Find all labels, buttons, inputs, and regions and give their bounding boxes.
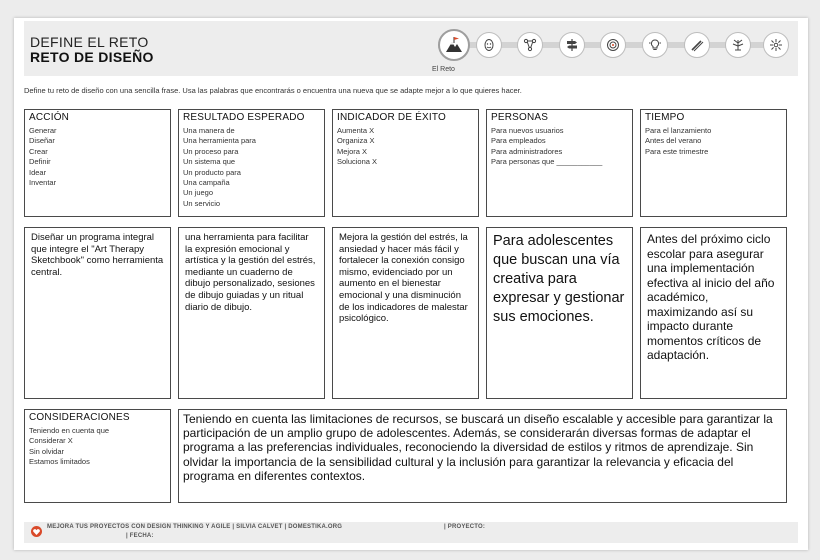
list-item: Definir: [29, 157, 51, 167]
active-step-label: El Reto: [432, 66, 455, 73]
target-icon: [606, 38, 620, 52]
worksheet: [14, 18, 808, 550]
list-item: Un juego: [183, 188, 214, 198]
consideraciones-answer[interactable]: Teniendo en cuenta las limitaciones de recursos, se buscará un diseño escalable y accesible para garantizar la participación de un amplio grupo de adolescentes. Además, se considerarán diversas formas de adaptar el programa a las preferencias individuales, reconociendo la diversidad de estilos y ritmos de aprendizaje. Sin olvidar la importancia de la sensibilidad cultural y la inclusión para garantizar la relevancia y eficacia del programa en diferentes contextos.: [178, 409, 787, 503]
step-prototype[interactable]: [684, 32, 710, 58]
personas-wordbank: [486, 109, 633, 217]
list-item: Inventar: [29, 178, 57, 188]
list-item: Un producto para: [183, 167, 241, 177]
list-item: Una campaña: [183, 178, 230, 188]
process-stepper: [424, 31, 788, 59]
starburst-icon: [769, 38, 783, 52]
list-item: Un servicio: [183, 198, 221, 208]
tiempo-title: TIEMPO: [645, 112, 685, 123]
list-item: Una herramienta para: [183, 136, 256, 146]
signpost-icon: [565, 38, 579, 52]
list-item: Para este trimestre: [645, 146, 709, 156]
footer-fecha-label: | FECHA:: [126, 533, 154, 539]
list-item: Un sistema que: [183, 157, 236, 167]
accion-wordbank: [24, 109, 171, 217]
list-item: Antes del verano: [645, 136, 702, 146]
list-item: Teniendo en cuenta que: [29, 426, 110, 435]
list-item: Idear: [29, 167, 47, 177]
tiempo-answer[interactable]: Antes del próximo ciclo escolar para asegurar una implementación efectiva al inicio del año académico, maximizando así su impacto durante momentos críticos de adaptación.: [640, 227, 787, 399]
domestika-logo-icon: [31, 526, 42, 537]
lightbulb-icon: [648, 38, 662, 52]
pencils-icon: [690, 38, 704, 52]
list-item: Generar: [29, 126, 57, 135]
tiempo-wordbank: [640, 109, 787, 217]
list-item: Mejora X: [337, 146, 368, 156]
list-item: Una manera de: [183, 126, 235, 135]
resultado-answer[interactable]: una herramienta para facilitar la expresión emocional y artística y la gestión del estrés, mediante un cuaderno de dibujo personalizado, sesiones de dibujo guiadas y un ritual diario de dibujo.: [178, 227, 325, 399]
consideraciones-title: CONSIDERACIONES: [29, 412, 130, 423]
header-bar: [24, 21, 798, 76]
mountain-flag-icon: [445, 36, 463, 54]
list-item: Diseñar: [29, 136, 55, 146]
step-el-reto[interactable]: [438, 29, 470, 61]
resultado-title: RESULTADO ESPERADO: [183, 112, 305, 123]
list-item: Para el lanzamiento: [645, 126, 712, 135]
page-title-line1: DEFINE EL RETO: [30, 34, 149, 50]
step-iterate[interactable]: [763, 32, 789, 58]
footer-bar: [24, 522, 798, 543]
user-face-icon: [482, 38, 496, 52]
step-target[interactable]: [600, 32, 626, 58]
personas-title: PERSONAS: [491, 112, 549, 123]
accion-title: ACCIÓN: [29, 112, 70, 123]
list-item: Aumenta X: [337, 126, 375, 135]
accion-answer[interactable]: Diseñar un programa integral que integre el "Art Therapy Sketchbook" como herramienta central.: [24, 227, 171, 399]
list-item: Considerar X: [29, 436, 73, 446]
personas-answer[interactable]: Para adolescentes que buscan una vía creativa para expresar y gestionar sus emociones.: [486, 227, 633, 399]
list-item: Estamos limitados: [29, 457, 90, 467]
list-item: Crear: [29, 146, 48, 156]
step-ideate[interactable]: [642, 32, 668, 58]
instructions: Define tu reto de diseño con una sencilla frase. Usa las palabras que encontrarás o encuentra una nueva que se adapte mejor a lo que quieres hacer.: [24, 86, 522, 95]
list-item: Un proceso para: [183, 146, 239, 156]
list-item: Sin olvidar: [29, 446, 65, 456]
consideraciones-wordbank: [24, 409, 171, 503]
step-test[interactable]: [725, 32, 751, 58]
list-item: Para administradores: [491, 146, 563, 156]
list-item: Para nuevos usuarios: [491, 126, 564, 135]
page-title: RETO DE DISEÑO: [30, 49, 154, 65]
step-direction[interactable]: [559, 32, 585, 58]
resultado-wordbank: [178, 109, 325, 217]
network-icon: [523, 38, 537, 52]
list-item: Para personas que ___________: [491, 157, 603, 167]
indicador-wordbank: [332, 109, 479, 217]
step-define[interactable]: [517, 32, 543, 58]
footer-credits: MEJORA TUS PROYECTOS CON DESIGN THINKING Y AGILE | SILVIA CALVET | DOMESTIKA.ORG: [47, 524, 343, 530]
indicador-answer[interactable]: Mejora la gestión del estrés, la ansiedad y hacer más fácil y fortalecer la conexión consigo mismo, evidenciado por un aumento en el bienestar emocional y una disminución de los indicadores de malestar psicológico.: [332, 227, 479, 399]
tree-icon: [731, 38, 745, 52]
step-empathize[interactable]: [476, 32, 502, 58]
list-item: Soluciona X: [337, 157, 378, 167]
footer-proyecto-label: | PROYECTO:: [444, 524, 486, 530]
list-item: Para empleados: [491, 136, 546, 146]
indicador-title: INDICADOR DE ÉXITO: [337, 112, 446, 123]
list-item: Organiza X: [337, 136, 375, 146]
